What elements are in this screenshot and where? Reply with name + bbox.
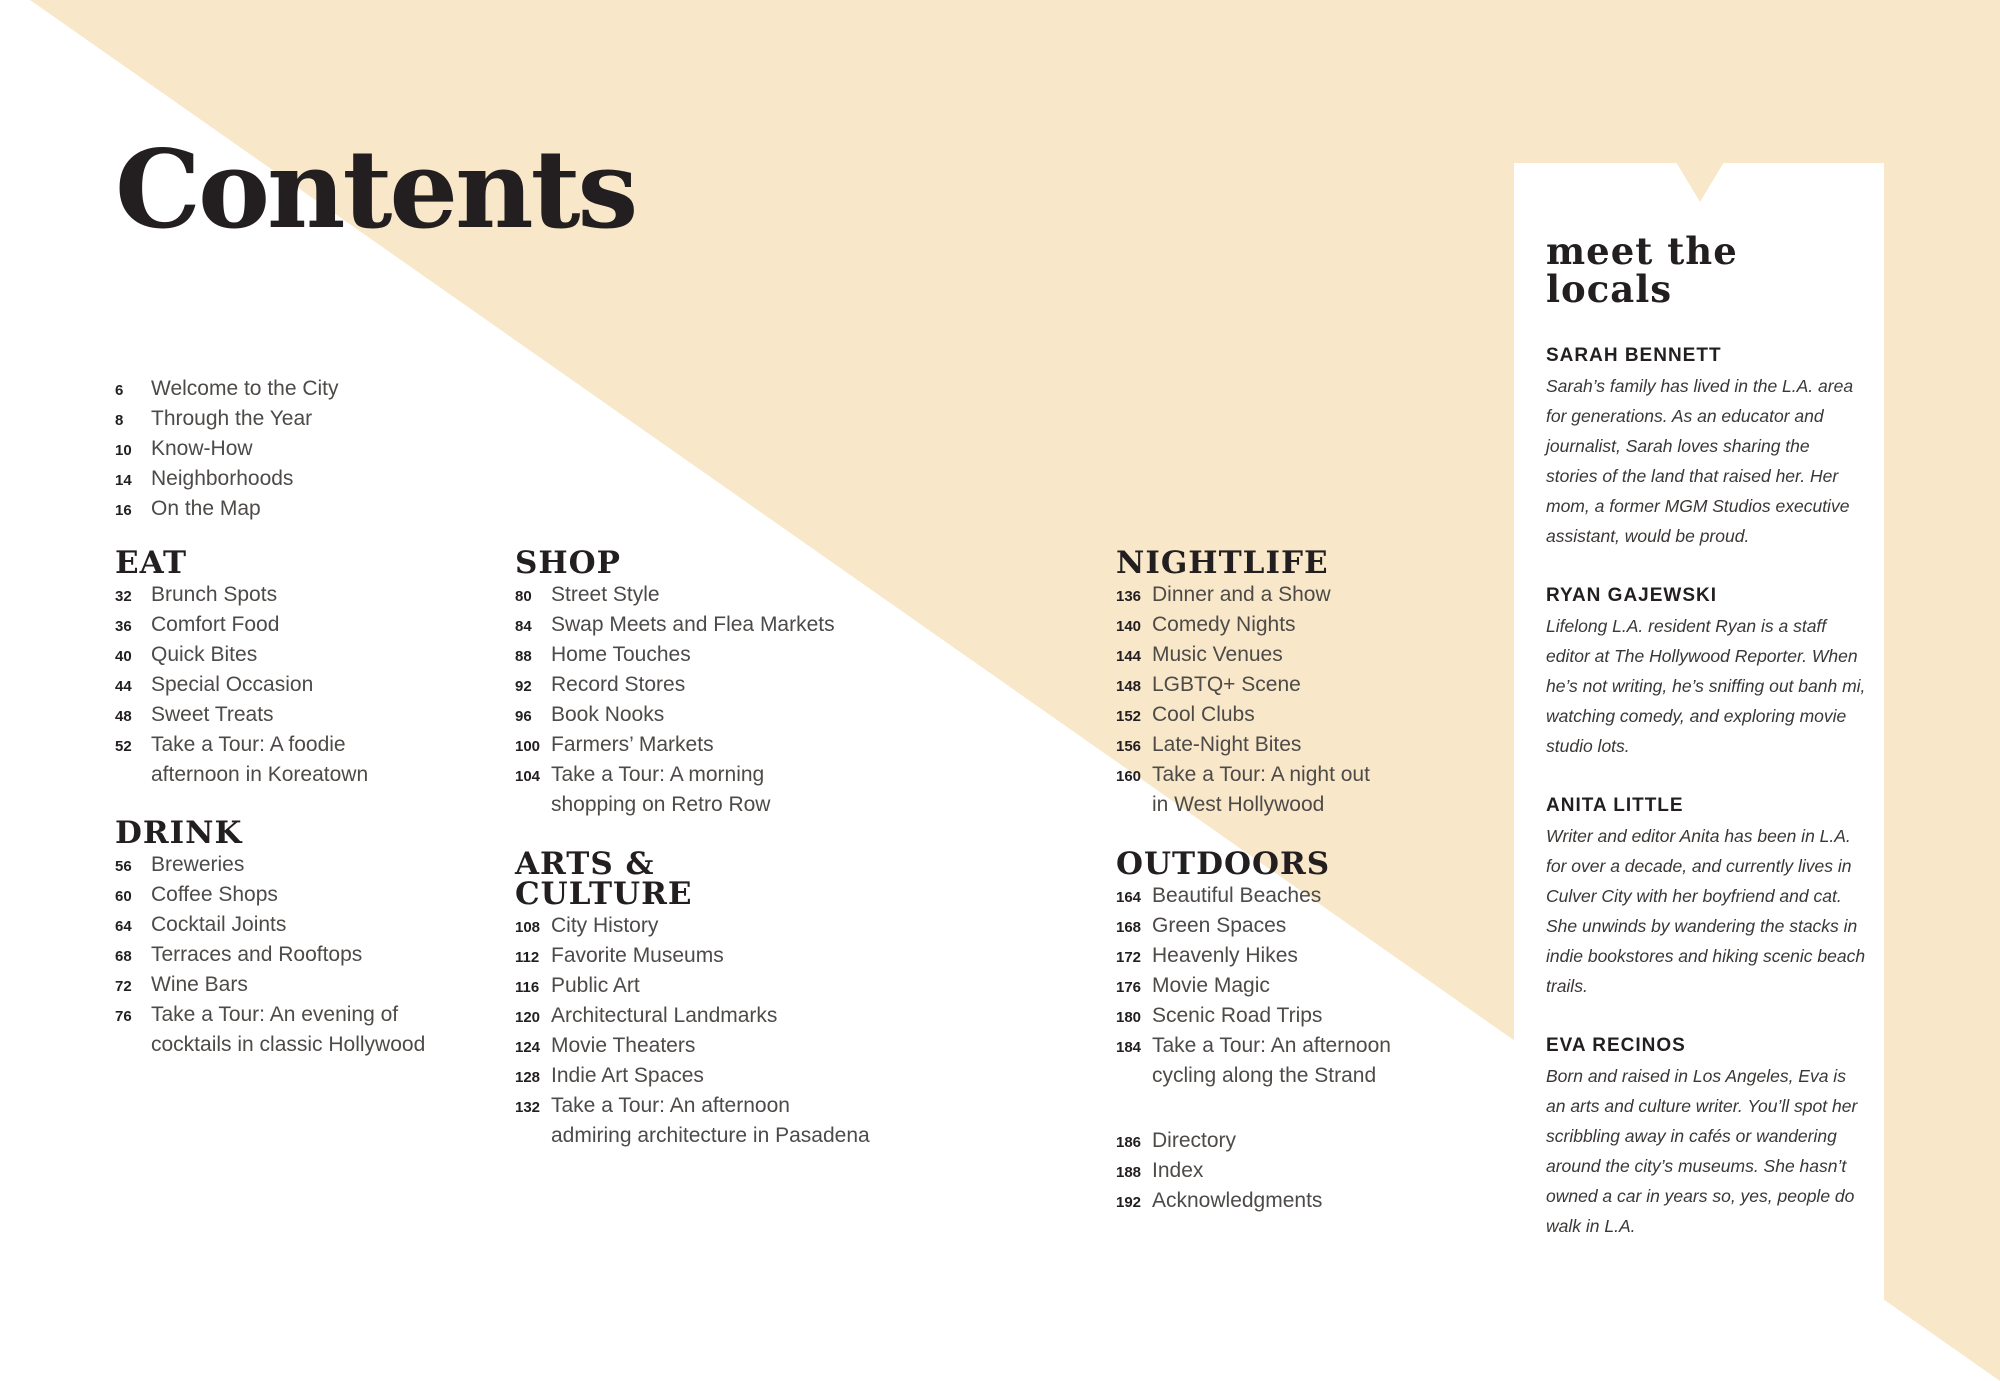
entry-label: Late-Night Bites: [1152, 733, 1302, 756]
page-number: 172: [1116, 949, 1142, 966]
toc-entry[interactable]: [115, 640, 368, 670]
toc-entry[interactable]: [1116, 1031, 1391, 1091]
page-number: 120: [515, 1009, 541, 1026]
page-number: 84: [515, 618, 532, 635]
entry-label: Wine Bars: [151, 973, 248, 996]
page-number: 168: [1116, 919, 1142, 936]
entry-label: Music Venues: [1152, 643, 1283, 666]
page-number: 128: [515, 1069, 541, 1086]
toc-entry[interactable]: [515, 1001, 870, 1031]
toc-entry[interactable]: [1116, 760, 1370, 820]
toc-entry[interactable]: [515, 1031, 870, 1061]
page-number: 60: [115, 888, 132, 905]
toc-entry[interactable]: [115, 494, 339, 524]
back-matter-entries: [1116, 1126, 1322, 1216]
entry-label: Indie Art Spaces: [551, 1064, 704, 1087]
page-title: Contents: [115, 127, 636, 253]
toc-entry[interactable]: [1116, 580, 1370, 610]
page-number: 56: [115, 858, 132, 875]
toc-entry[interactable]: [115, 880, 425, 910]
page-number: 72: [115, 978, 132, 995]
entry-label: Neighborhoods: [151, 467, 294, 490]
toc-entry[interactable]: [1116, 881, 1391, 911]
toc-entry[interactable]: [1116, 1156, 1322, 1186]
local-name: ANITA LITTLE: [1546, 795, 1684, 816]
panel-notch-marker: [1676, 162, 1724, 206]
entry-label: Take a Tour: An afternoon admiring architecture in Pasadena: [551, 1094, 870, 1147]
toc-entry[interactable]: [515, 640, 835, 670]
toc-entry[interactable]: [115, 464, 339, 494]
toc-entry[interactable]: [1116, 1126, 1322, 1156]
outdoors-heading: OUTDOORS: [1116, 846, 1331, 882]
page-number: 32: [115, 588, 132, 605]
local-name: SARAH BENNETT: [1546, 345, 1722, 366]
page-number: 184: [1116, 1039, 1142, 1056]
shop-section: [515, 545, 835, 820]
toc-entry[interactable]: [515, 971, 870, 1001]
entry-label: Cocktail Joints: [151, 913, 287, 936]
page-number: 136: [1116, 588, 1142, 605]
page-number: 14: [115, 472, 132, 489]
toc-entry[interactable]: [115, 374, 339, 404]
arts-culture-entries: [515, 911, 870, 1151]
entry-label: Favorite Museums: [551, 944, 724, 967]
toc-entry[interactable]: [115, 670, 368, 700]
entry-label: Take a Tour: An evening of cocktails in classic Hollywood: [151, 1003, 426, 1056]
toc-entry[interactable]: [515, 941, 870, 971]
local-profile-anita-little: [1546, 795, 1866, 1001]
local-profile-ryan-gajewski: [1546, 585, 1866, 761]
page-number: 176: [1116, 979, 1142, 996]
page-number: 64: [115, 918, 132, 935]
toc-entry[interactable]: [515, 610, 835, 640]
entry-label: Public Art: [551, 974, 640, 997]
page-number: 6: [115, 382, 124, 399]
local-profile-sarah-bennett: [1546, 345, 1866, 551]
page-number: 104: [515, 768, 541, 785]
page-number: 48: [115, 708, 132, 725]
toc-entry[interactable]: [115, 434, 339, 464]
toc-entry[interactable]: [115, 610, 368, 640]
toc-entry[interactable]: [1116, 670, 1370, 700]
toc-entry[interactable]: [1116, 730, 1370, 760]
back-matter-section: [1116, 1126, 1322, 1216]
toc-entry[interactable]: [515, 730, 835, 760]
page-number: 92: [515, 678, 532, 695]
entry-label: Beautiful Beaches: [1152, 884, 1322, 907]
page-number: 76: [115, 1008, 132, 1025]
entry-label: Comedy Nights: [1152, 613, 1296, 636]
drink-section: [115, 815, 426, 1060]
toc-entry[interactable]: [115, 940, 425, 970]
entry-label: Movie Magic: [1152, 974, 1270, 997]
toc-entry[interactable]: [515, 670, 835, 700]
entry-label: Directory: [1152, 1129, 1237, 1152]
toc-entry[interactable]: [515, 1091, 870, 1151]
toc-entry[interactable]: [515, 700, 835, 730]
entry-label: Sweet Treats: [151, 703, 274, 726]
entry-label: Index: [1152, 1159, 1204, 1182]
toc-entry[interactable]: [115, 404, 339, 434]
entry-label: Breweries: [151, 853, 245, 876]
intro-section: [115, 374, 339, 524]
page-number: 140: [1116, 618, 1142, 635]
page-number: 160: [1116, 768, 1142, 785]
entry-label: Through the Year: [151, 407, 313, 430]
toc-entry[interactable]: [115, 850, 425, 880]
toc-entry[interactable]: [515, 580, 835, 610]
local-name: EVA RECINOS: [1546, 1035, 1686, 1056]
page-number: 186: [1116, 1134, 1142, 1151]
page-number: 44: [115, 678, 132, 695]
notch-triangle: [1676, 162, 1724, 202]
entry-label: LGBTQ+ Scene: [1152, 673, 1301, 696]
local-name: RYAN GAJEWSKI: [1546, 585, 1718, 606]
entry-label: Dinner and a Show: [1152, 583, 1331, 606]
page-number: 192: [1116, 1194, 1142, 1211]
meet-the-locals-heading: meet the locals: [1546, 229, 1738, 311]
toc-entry[interactable]: [1116, 911, 1391, 941]
page-number: 68: [115, 948, 132, 965]
entry-label: Take a Tour: An afternoon cycling along the Strand: [1152, 1034, 1391, 1087]
entry-label: Take a Tour: A night out in West Hollywood: [1152, 763, 1370, 816]
entry-label: Quick Bites: [151, 643, 258, 666]
page-number: 180: [1116, 1009, 1142, 1026]
page-number: 188: [1116, 1164, 1142, 1181]
arts-culture-section: [515, 846, 870, 1151]
entry-label: Brunch Spots: [151, 583, 278, 606]
page-number: 52: [115, 738, 132, 755]
toc-entry[interactable]: [1116, 941, 1391, 971]
page-number: 164: [1116, 889, 1142, 906]
local-profile-eva-recinos: [1546, 1035, 1866, 1241]
shop-entries: [515, 580, 835, 820]
page-number: 152: [1116, 708, 1142, 725]
entry-label: Movie Theaters: [551, 1034, 696, 1057]
entry-label: Home Touches: [551, 643, 691, 666]
entry-label: Record Stores: [551, 673, 686, 696]
nightlife-section: [1116, 545, 1370, 820]
entry-label: Street Style: [551, 583, 660, 606]
page-number: 112: [515, 949, 540, 966]
arts-culture-heading: ARTS & CULTURE: [515, 846, 693, 912]
entry-label: Swap Meets and Flea Markets: [551, 613, 835, 636]
toc-entry[interactable]: [115, 970, 425, 1000]
entry-label: Cool Clubs: [1152, 703, 1255, 726]
toc-entry[interactable]: [1116, 640, 1370, 670]
page-number: 156: [1116, 738, 1142, 755]
page-number: 124: [515, 1039, 541, 1056]
toc-entry[interactable]: [115, 580, 368, 610]
entry-label: Scenic Road Trips: [1152, 1004, 1323, 1027]
shop-heading: SHOP: [515, 545, 621, 581]
nightlife-heading: NIGHTLIFE: [1116, 545, 1329, 581]
entry-label: Terraces and Rooftops: [151, 943, 363, 966]
outdoors-section: [1116, 846, 1391, 1091]
entry-label: Green Spaces: [1152, 914, 1287, 937]
page-number: 144: [1116, 648, 1142, 665]
page-number: 148: [1116, 678, 1142, 695]
toc-entry[interactable]: [515, 1061, 870, 1091]
entry-label: Welcome to the City: [151, 377, 339, 400]
toc-entry[interactable]: [515, 760, 835, 820]
entry-label: Know-How: [151, 437, 253, 460]
toc-entry[interactable]: [115, 730, 368, 790]
local-bio: Born and raised in Los Angeles, Eva is an arts and culture writer. You’ll spot her scribbling away in cafés or wandering around the city’s museums. She hasn’t owned a car in years so, yes, people do walk in L.A.: [1546, 1066, 1858, 1236]
local-bio: Lifelong L.A. resident Ryan is a staff editor at The Hollywood Reporter. When he’s not writing, he’s sniffing out banh mi, watching comedy, and exploring movie studio lots.: [1546, 616, 1866, 756]
entry-label: Comfort Food: [151, 613, 280, 636]
toc-entry[interactable]: [1116, 610, 1370, 640]
outdoors-entries: [1116, 881, 1391, 1091]
drink-heading: DRINK: [115, 815, 243, 851]
nightlife-entries: [1116, 580, 1370, 820]
page-number: 40: [115, 648, 132, 665]
entry-label: Special Occasion: [151, 673, 314, 696]
page-number: 116: [515, 979, 540, 996]
page-number: 132: [515, 1099, 541, 1116]
toc-entry[interactable]: [1116, 700, 1370, 730]
page-number: 80: [515, 588, 532, 605]
toc-entry[interactable]: [115, 700, 368, 730]
local-bio: Sarah’s family has lived in the L.A. area for generations. As an educator and journalist, Sarah loves sharing the stories of the land that raised her. Her mom, a former MGM Studios executive assistant, would be proud.: [1546, 376, 1854, 546]
eat-section: [115, 545, 369, 790]
toc-entry[interactable]: [515, 911, 870, 941]
page-number: 16: [115, 502, 132, 519]
eat-heading: EAT: [115, 545, 188, 581]
entry-label: On the Map: [151, 497, 261, 520]
toc-entry[interactable]: [1116, 971, 1391, 1001]
eat-entries: [115, 580, 368, 790]
entry-label: Farmers’ Markets: [551, 733, 714, 756]
local-bio: Writer and editor Anita has been in L.A. for over a decade, and currently lives in Culver City with her boyfriend and cat. She unwinds by wandering the stacks in indie bookstores and hiking scenic beach trails.: [1546, 826, 1866, 996]
entry-label: Coffee Shops: [151, 883, 278, 906]
page-number: 108: [515, 919, 541, 936]
entry-label: Architectural Landmarks: [551, 1004, 778, 1027]
toc-entry[interactable]: [115, 910, 425, 940]
toc-entry[interactable]: [1116, 1001, 1391, 1031]
entry-label: Take a Tour: A foodie afternoon in Koreatown: [151, 733, 369, 786]
entry-label: Take a Tour: A morning shopping on Retro Row: [551, 763, 771, 816]
page-number: 10: [115, 442, 132, 459]
toc-entry[interactable]: [1116, 1186, 1322, 1216]
page-number: 36: [115, 618, 132, 635]
entry-label: Acknowledgments: [1152, 1189, 1323, 1212]
page-number: 88: [515, 648, 532, 665]
page-number: 96: [515, 708, 532, 725]
drink-entries: [115, 850, 425, 1060]
intro-entries: [115, 374, 339, 524]
entry-label: Book Nooks: [551, 703, 665, 726]
toc-entry[interactable]: [115, 1000, 425, 1060]
page-number: 8: [115, 412, 124, 429]
entry-label: Heavenly Hikes: [1152, 944, 1298, 967]
page-number: 100: [515, 738, 541, 755]
entry-label: City History: [551, 914, 659, 937]
